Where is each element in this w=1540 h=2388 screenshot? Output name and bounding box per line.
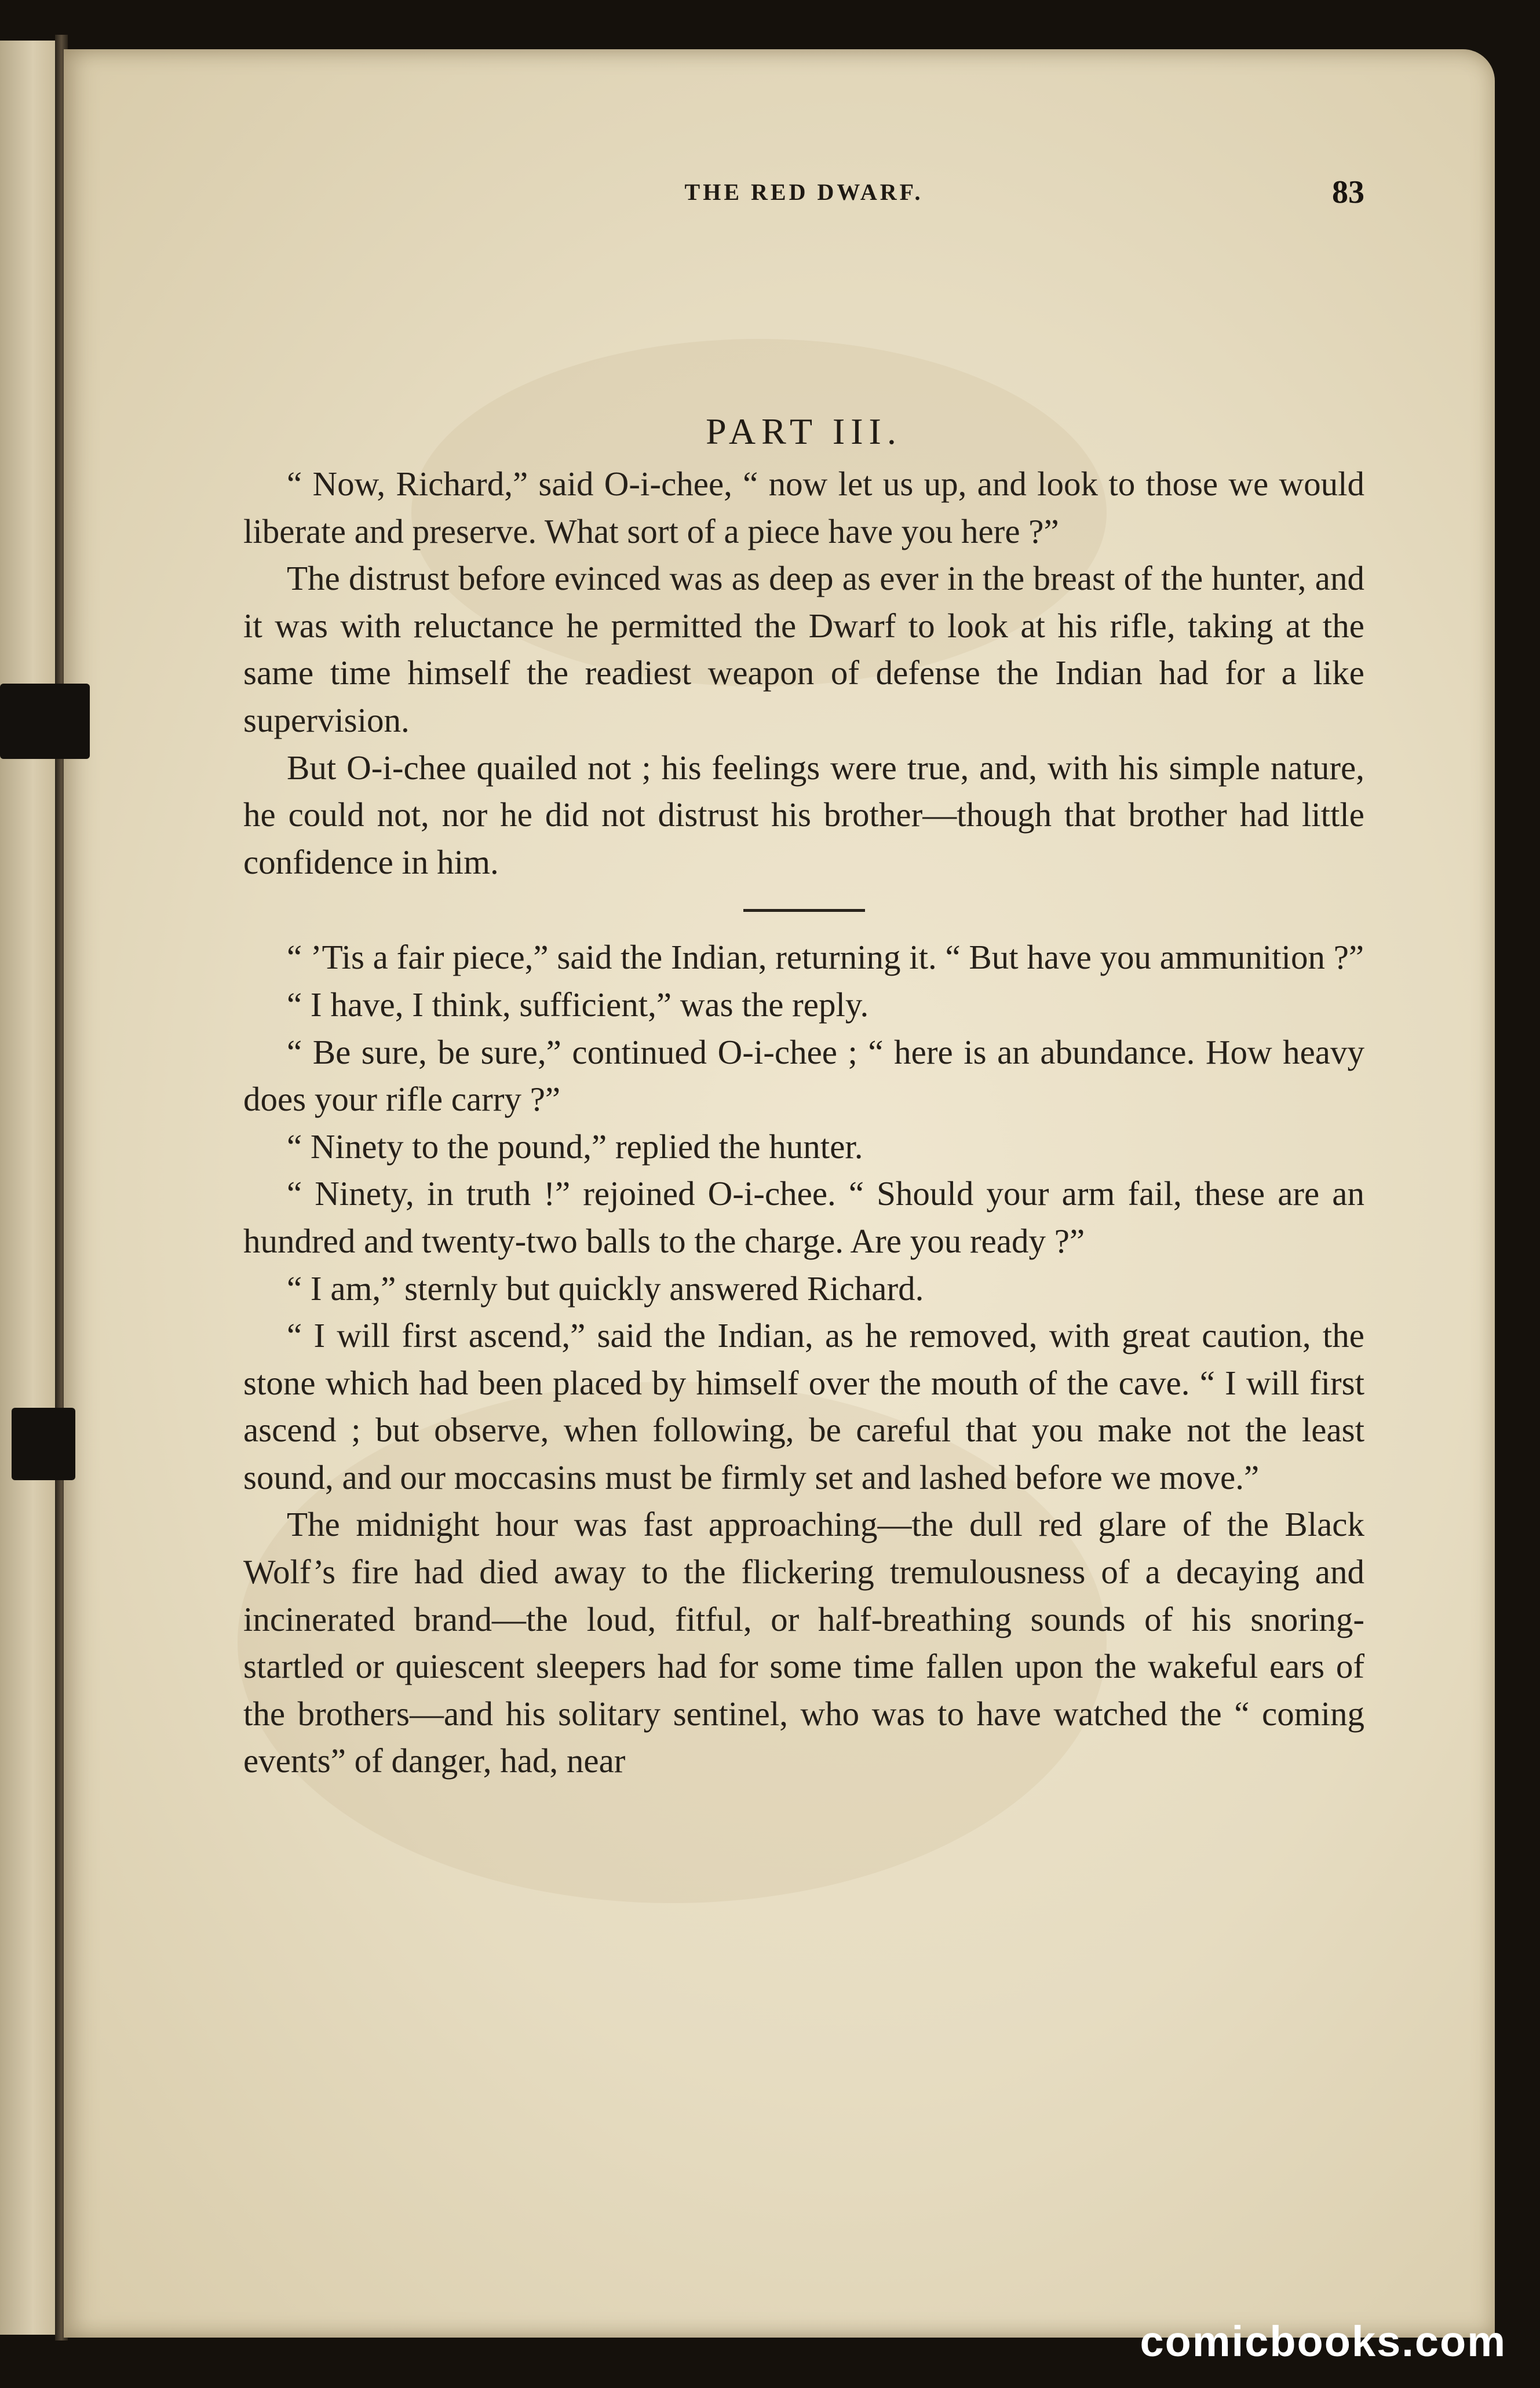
- paragraph: But O-i-chee quailed not ; his feelings were true, and, with his simple nature, he could not, nor he did not distrust his brother—though that brother had little confidence in him.: [243, 748, 1364, 881]
- binding-tape: [12, 1408, 75, 1480]
- paragraph: “ I am,” sternly but quickly answered Richard.: [287, 1269, 924, 1308]
- paragraph: “ Ninety to the pound,” replied the hunter.: [287, 1127, 863, 1166]
- paragraph: “ I will first ascend,” said the Indian, as he removed, with great caution, the stone which had been placed by himself over the mouth of the cave. “ I will first ascend ; but observe, when following, be careful that you make not the least sound, and our moccasins must be firmly set and lashed before we move.”: [243, 1316, 1364, 1496]
- paragraph: The distrust before evinced was as deep as ever in the breast of the hunter, and it was with reluctance he permitted the Dwarf to look at his rifle, taking at the same time himself the readiest weapon of defense the Indian had for a like supervision.: [243, 559, 1364, 739]
- binding-tape: [0, 684, 90, 759]
- paragraph: “ I have, I think, sufficient,” was the reply.: [287, 985, 869, 1024]
- body-text: [243, 406, 1364, 1785]
- part-title: PART III.: [706, 411, 902, 452]
- paragraph: “ Be sure, be sure,” continued O-i-chee ; “ here is an abundance. How heavy does your rifle carry ?”: [243, 1032, 1364, 1119]
- paragraph: The midnight hour was fast approaching—the dull red glare of the Black Wolf’s fire had died away to the flickering tremulousness of a decaying and incinerated brand—the loud, fitful, or half-breathing sounds of his snoring-startled or quiescent sleepers had for some time fallen upon the wakeful ears of the brothers—and his solitary sentinel, who was to have watched the “ coming events” of danger, had, near: [243, 1505, 1364, 1780]
- paragraph: “ ’Tis a fair piece,” said the Indian, returning it. “ But have you ammunition ?”: [287, 938, 1364, 977]
- site-watermark: comicbooks.com: [1140, 2317, 1506, 2365]
- page-header: [243, 174, 1364, 213]
- section-divider: [743, 909, 865, 912]
- paragraph: “ Now, Richard,” said O-i-chee, “ now let us up, and look to those we would liberate and preserve. What sort of a piece have you here ?”: [243, 465, 1364, 550]
- page-number: 83: [1332, 174, 1364, 210]
- running-head: THE RED DWARF.: [684, 179, 924, 205]
- facing-page-edge: [0, 41, 55, 2335]
- paragraph: “ Ninety, in truth !” rejoined O-i-chee. “ Should your arm fail, these are an hundred and twenty-two balls to the charge. Are you ready ?”: [243, 1174, 1364, 1260]
